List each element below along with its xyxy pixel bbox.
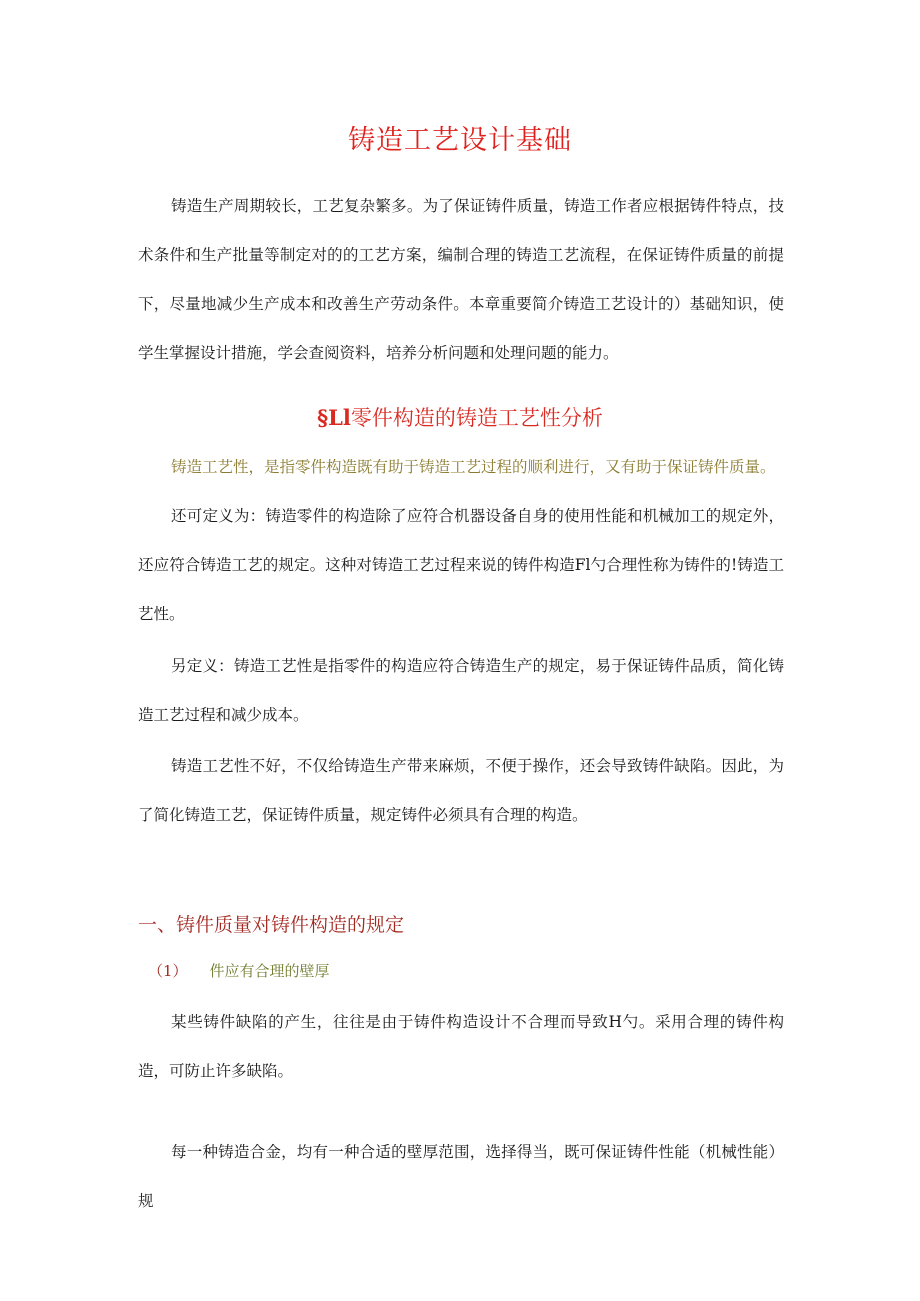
subheading-title: 件应有合理的壁厚 xyxy=(209,962,330,980)
subheading-number: （1） xyxy=(148,962,188,980)
heading-one: 一、铸件质量对铸件构造的规定 xyxy=(138,914,405,936)
defects-paragraph: 某些铸件缺陷的产生，往往是由于铸件构造设计不合理而导致H勺。采用合理的铸件构造，可防止许多缺陷。 xyxy=(138,1013,784,1080)
section-number: §Ll xyxy=(317,405,351,430)
definition-paragraph-3: 另定义：铸造工艺性是指零件的构造应符合铸造生产的规定，易于保证铸件品质，简化铸造工艺过程和减少成本。 xyxy=(138,657,784,724)
section-title: 零件构造的铸造工艺性分析 xyxy=(350,406,603,430)
definition-paragraph: 铸造工艺性，是指零件构造既有助于铸造工艺过程的顺利进行，又有助于保证铸件质量。 xyxy=(171,458,776,476)
bad-process-paragraph: 铸造工艺性不好，不仅给铸造生产带来麻烦，不便于操作，还会导致铸件缺陷。因此，为了简化铸造工艺，保证铸件质量，规定铸件必须具有合理的构造。 xyxy=(138,757,784,824)
definition-paragraph-2: 还可定义为：铸造零件的构造除了应符合机器设备自身的使用性能和机械加工的规定外，还应符合铸造工艺的规定。这种对铸造工艺过程来说的铸件构造Fl勺合理性称为铸件的!铸造工艺性。 xyxy=(138,507,784,623)
section-heading xyxy=(0,402,920,432)
alloy-paragraph: 每一种铸造合金，均有一种合适的壁厚范围，选择得当，既可保证铸件性能（机械性能）规 xyxy=(138,1143,784,1210)
document-title: 铸造工艺设计基础 xyxy=(348,125,572,156)
intro-paragraph: 铸造生产周期较长，工艺复杂繁多。为了保证铸件质量，铸造工作者应根据铸件特点，技术条件和生产批量等制定对的的工艺方案，编制合理的铸造工艺流程，在保证铸件质量的前提下，尽量地减少生产成本和改善生产劳动条件。本章重要简介铸造工艺设计的）基础知识，使学生掌握设计措施，学会查阅资料，培养分析问题和处理问题的能力。 xyxy=(138,197,784,362)
subheading xyxy=(148,960,330,981)
